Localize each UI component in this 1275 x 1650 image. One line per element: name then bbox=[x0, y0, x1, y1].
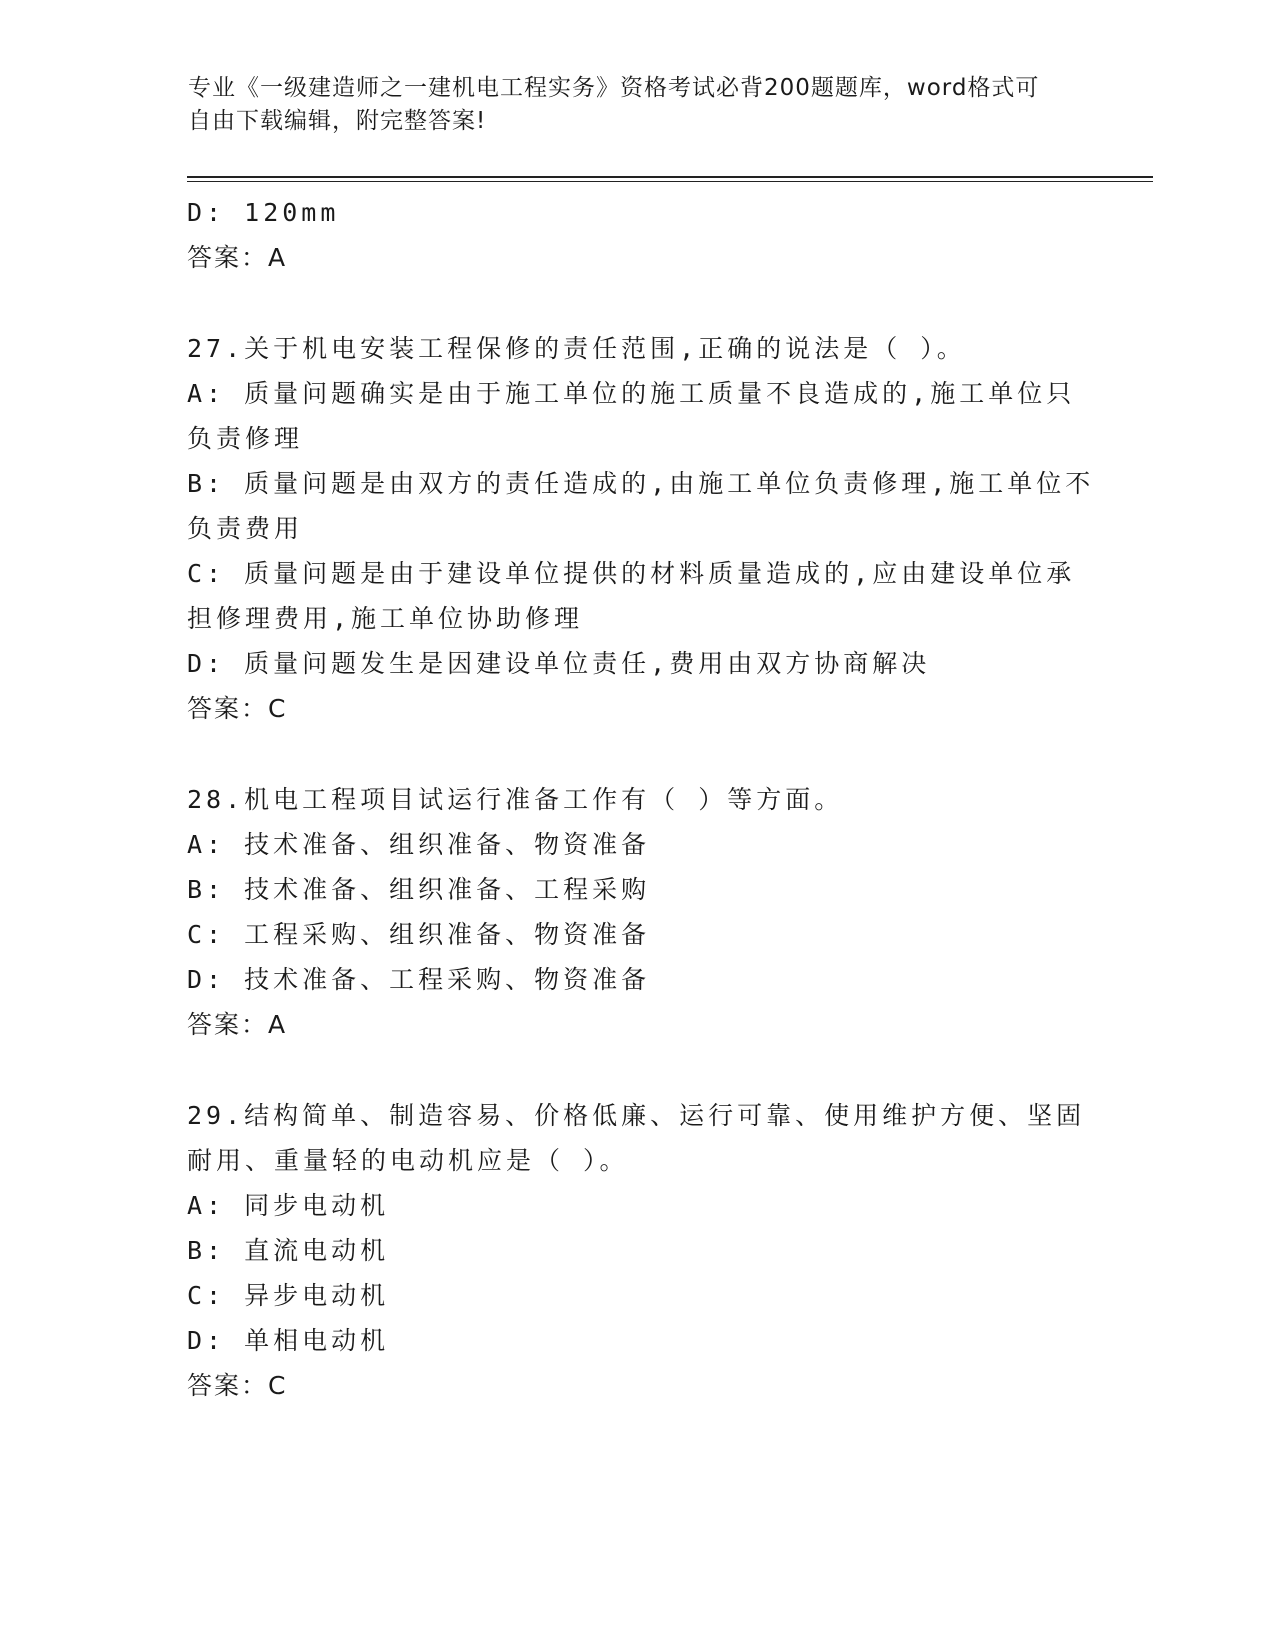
option-d: D: 单相电动机 bbox=[187, 1326, 390, 1355]
option-d: D: 质量问题发生是因建设单位责任,费用由双方协商解决 bbox=[187, 649, 931, 678]
question-stem: 27.关于机电安装工程保修的责任范围,正确的说法是（ ）。 bbox=[187, 334, 966, 363]
option-b: B: 直流电动机 bbox=[187, 1236, 390, 1265]
prev-answer: 答案：A bbox=[187, 243, 288, 272]
spacer bbox=[187, 1047, 1087, 1093]
option-c-continued: 担修理费用,施工单位协助修理 bbox=[187, 604, 584, 633]
option-b-continued: 负责费用 bbox=[187, 514, 304, 543]
page-header bbox=[188, 72, 1088, 138]
header-line-2: 自由下载编辑，附完整答案! bbox=[188, 108, 487, 134]
option-a: A: 同步电动机 bbox=[187, 1191, 390, 1220]
question-stem: 29.结构简单、制造容易、价格低廉、运行可靠、使用维护方便、坚固 bbox=[187, 1101, 1086, 1130]
answer: 答案：A bbox=[187, 1010, 288, 1039]
option-a: A: 质量问题确实是由于施工单位的施工质量不良造成的,施工单位只 bbox=[187, 379, 1076, 408]
option-a: A: 技术准备、组织准备、物资准备 bbox=[187, 830, 651, 859]
spacer bbox=[187, 280, 1087, 326]
option-c: C: 质量问题是由于建设单位提供的材料质量造成的,应由建设单位承 bbox=[187, 559, 1076, 588]
question-stem: 28.机电工程项目试运行准备工作有（ ）等方面。 bbox=[187, 785, 844, 814]
answer: 答案：C bbox=[187, 694, 288, 723]
prev-option-d: D: 120mm bbox=[187, 198, 340, 227]
answer: 答案：C bbox=[187, 1371, 288, 1400]
header-line-1: 专业《一级建造师之一建机电工程实务》资格考试必背200题题库，word格式可 bbox=[188, 75, 1040, 101]
spacer bbox=[187, 731, 1087, 777]
option-b: B: 技术准备、组织准备、工程采购 bbox=[187, 875, 651, 904]
option-d: D: 技术准备、工程采购、物资准备 bbox=[187, 965, 651, 994]
option-a-continued: 负责修理 bbox=[187, 424, 304, 453]
question-block bbox=[187, 326, 1095, 731]
header-divider bbox=[187, 176, 1153, 182]
option-c: C: 工程采购、组织准备、物资准备 bbox=[187, 920, 651, 949]
question-content bbox=[187, 190, 1095, 1408]
question-stem-continued: 耐用、重量轻的电动机应是（ ）。 bbox=[187, 1146, 629, 1175]
question-block bbox=[187, 1093, 1087, 1408]
question-block bbox=[187, 777, 1087, 1047]
option-b: B: 质量问题是由双方的责任造成的,由施工单位负责修理,施工单位不 bbox=[187, 469, 1095, 498]
option-c: C: 异步电动机 bbox=[187, 1281, 390, 1310]
